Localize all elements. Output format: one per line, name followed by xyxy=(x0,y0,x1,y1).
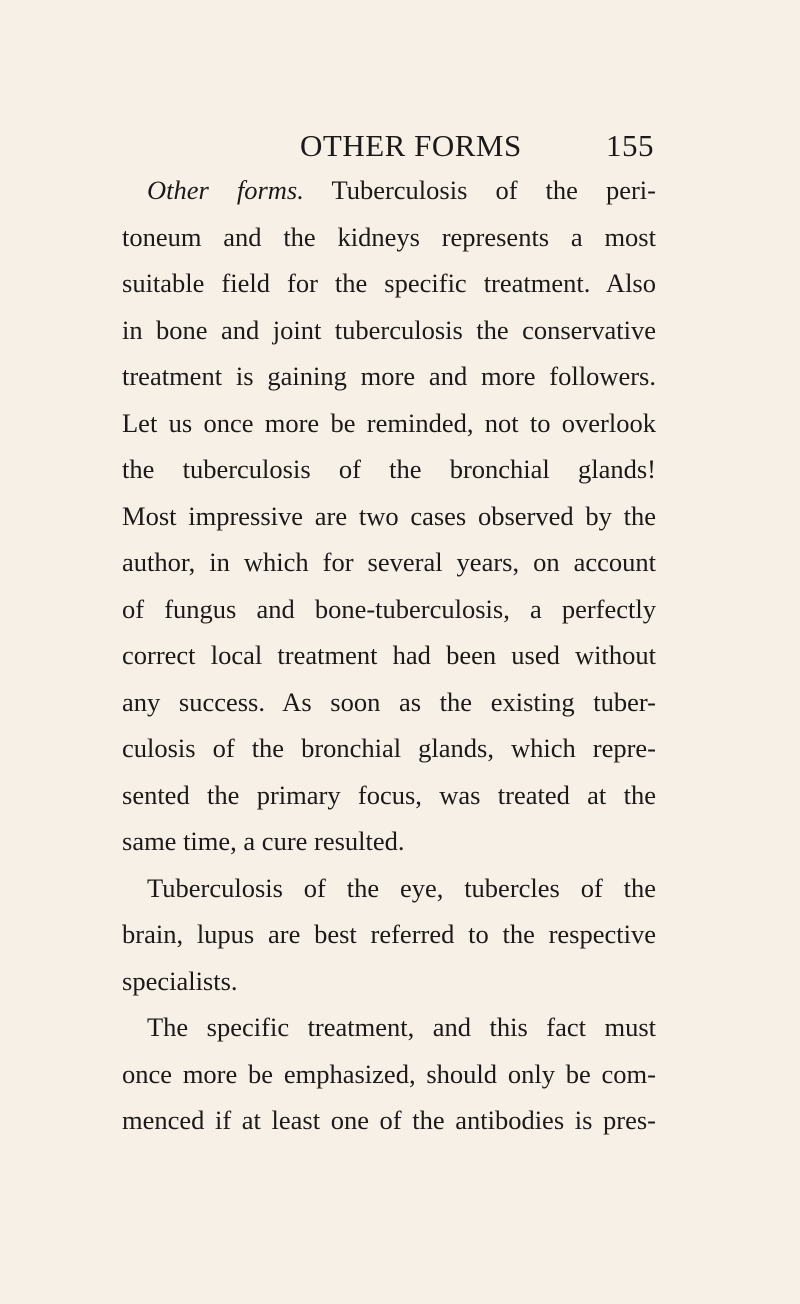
page-number: 155 xyxy=(606,128,654,163)
section-lead-italic: Other forms. xyxy=(147,175,304,205)
text-line: author, in which for several years, on account xyxy=(122,547,656,577)
text-line: Let us once more be reminded, not to overlook xyxy=(122,407,656,438)
text-line: the tuberculosis of the bronchial glands! xyxy=(122,454,656,484)
chapter-title: OTHER FORMS xyxy=(300,128,522,163)
text-line: in bone and joint tuberculosis the conservative xyxy=(122,314,656,345)
text-line: of fungus and bone-tuberculosis, a perfectly xyxy=(122,593,656,624)
text-line: Tuberculosis of the eye, tubercles of the xyxy=(147,872,656,903)
text-line: culosis of the bronchial glands, which repre- xyxy=(122,733,656,763)
text-line: toneum and the kidneys represents a most xyxy=(122,221,656,252)
section-lead-text: Tuberculosis of the peri- xyxy=(303,175,656,205)
text-line: specialists. xyxy=(122,965,238,996)
running-head xyxy=(122,128,654,168)
paragraph-specialists xyxy=(122,865,656,1005)
body-text xyxy=(122,167,656,1144)
text-line: same time, a cure resulted. xyxy=(122,826,405,856)
text-line: suitable field for the specific treatment. Also xyxy=(122,268,656,298)
text-line: sented the primary focus, was treated at the xyxy=(122,779,656,810)
text-line: The specific treatment, and this fact must xyxy=(147,1012,656,1042)
text-line: brain, lupus are best referred to the respective xyxy=(122,919,656,949)
text-line: treatment is gaining more and more followers. xyxy=(122,361,656,391)
text-line: any success. As soon as the existing tuber- xyxy=(122,686,656,717)
paragraph-specific-treatment xyxy=(122,1004,656,1144)
text-line: once more be emphasized, should only be com- xyxy=(122,1058,656,1089)
text-line xyxy=(122,167,656,214)
text-line: Most impressive are two cases observed by the xyxy=(122,500,656,531)
text-line: correct local treatment had been used without xyxy=(122,640,656,670)
text-line: menced if at least one of the antibodies is pres- xyxy=(122,1105,656,1135)
paragraph-other-forms xyxy=(122,167,656,865)
